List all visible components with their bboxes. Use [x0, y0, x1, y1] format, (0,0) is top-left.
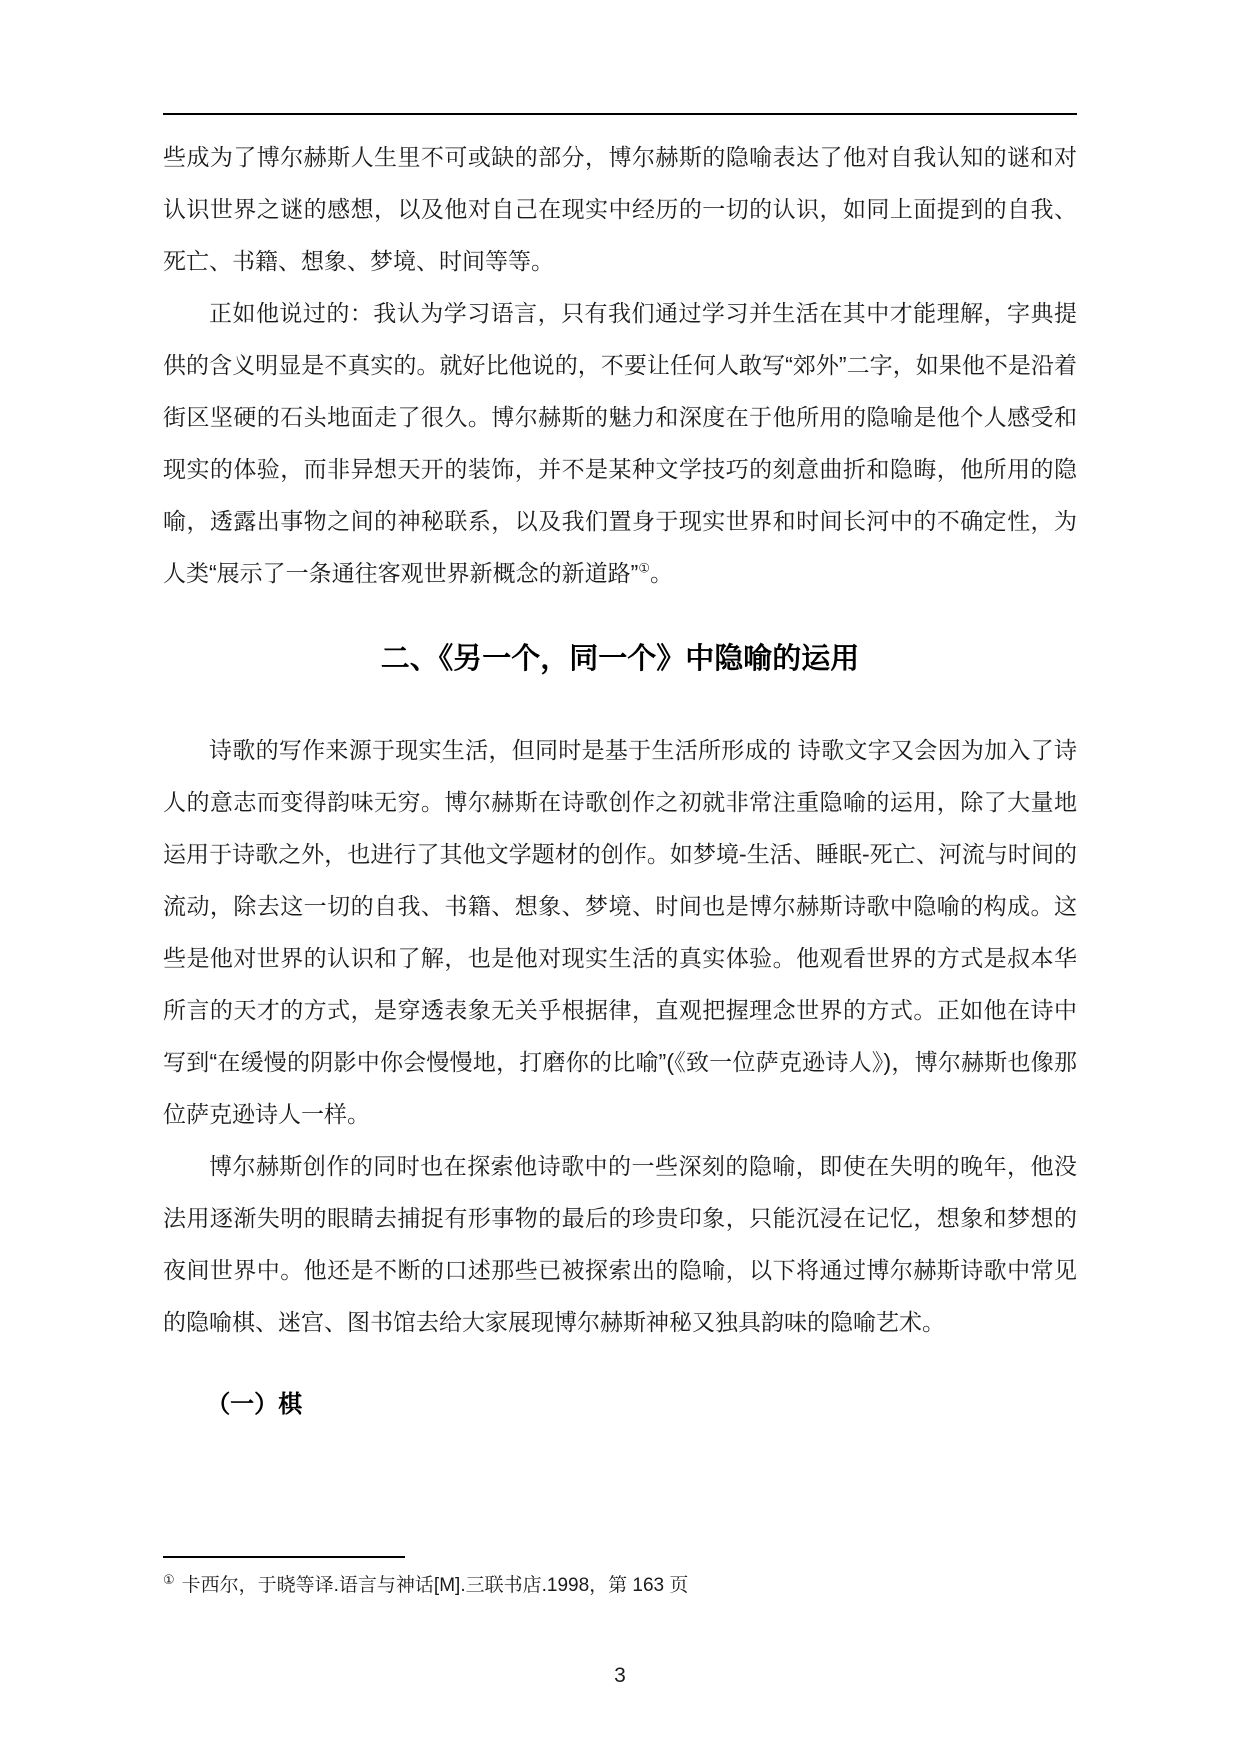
footnote-separator [163, 1556, 405, 1558]
paragraph-quote-end: 。 [649, 560, 673, 586]
paragraph-quote-text: 正如他说过的：我认为学习语言，只有我们通过学习并生活在其中才能理解，字典提供的含义明显是不真实的。就好比他说的，不要让任何人敢写“郊外”二字，如果他不是沿着街区坚硬的石头地面走了很久。博尔赫斯的魅力和深度在于他所用的隐喻是他个人感受和现实的体验，而非异想天开的装饰，并不是某种文学技巧的刻意曲折和隐晦，他所用的隐喻，透露出事物之间的神秘联系，以及我们置身于现实世界和时间长河中的不确定性，为人类“展示了一条通往客观世界新概念的新道路” [163, 300, 1077, 586]
page-content [163, 0, 1077, 1419]
footnote-text: 卡西尔，于晓等译.语言与神话[M].三联书店.1998，第 163 页 [181, 1575, 689, 1596]
footnote-reference-mark: ① [638, 560, 650, 576]
section-heading: 二、《另一个，同一个》中隐喻的运用 [380, 643, 860, 675]
paragraph-poetry-discussion: 诗歌的写作来源于现实生活，但同时是基于生活所形成的 诗歌文字又会因为加入了诗人的意志而变得韵味无穷。博尔赫斯在诗歌创作之初就非常注重隐喻的运用，除了大量地运用于诗歌之外，也进行了其他文学题材的创作。如梦境-生活、睡眠-死亡、河流与时间的流动，除去这一切的自我、书籍、想象、梦境、时间也是博尔赫斯诗歌中隐喻的构成。这些是他对世界的认识和了解，也是他对现实生活的真实体验。他观看世界的方式是叔本华所言的天才的方式，是穿透表象无关乎根据律，直观把握理念世界的方式。正如他在诗中写到“在缓慢的阴影中你会慢慢地，打磨你的比喻”(《致一位萨克逊诗人》)，博尔赫斯也像那位萨克逊诗人一样。 [163, 736, 1077, 1127]
footnote-marker: ① [163, 1571, 175, 1587]
page-number: 3 [614, 1664, 626, 1687]
footnote-block [163, 1556, 1077, 1601]
paragraph-continuation: 些成为了博尔赫斯人生里不可或缺的部分，博尔赫斯的隐喻表达了他对自我认知的谜和对认识世界之谜的感想，以及他对自己在现实中经历的一切的认识，如同上面提到的自我、死亡、书籍、想象、梦境、时间等等。 [163, 144, 1077, 274]
subsection-heading: （一）棋 [206, 1390, 303, 1418]
footnote [163, 1572, 1077, 1601]
paragraph-metaphor-exploration: 博尔赫斯创作的同时也在探索他诗歌中的一些深刻的隐喻，即使在失明的晚年，他没法用逐渐失明的眼睛去捕捉有形事物的最后的珍贵印象，只能沉浸在记忆，想象和梦想的夜间世界中。他还是不断的口述那些已被探索出的隐喻，以下将通过博尔赫斯诗歌中常见的隐喻棋、迷宫、图书馆去给大家展现博尔赫斯神秘又独具韵味的隐喻艺术。 [163, 1152, 1077, 1335]
header-rule [163, 113, 1077, 115]
paragraph-quote [163, 287, 1077, 599]
